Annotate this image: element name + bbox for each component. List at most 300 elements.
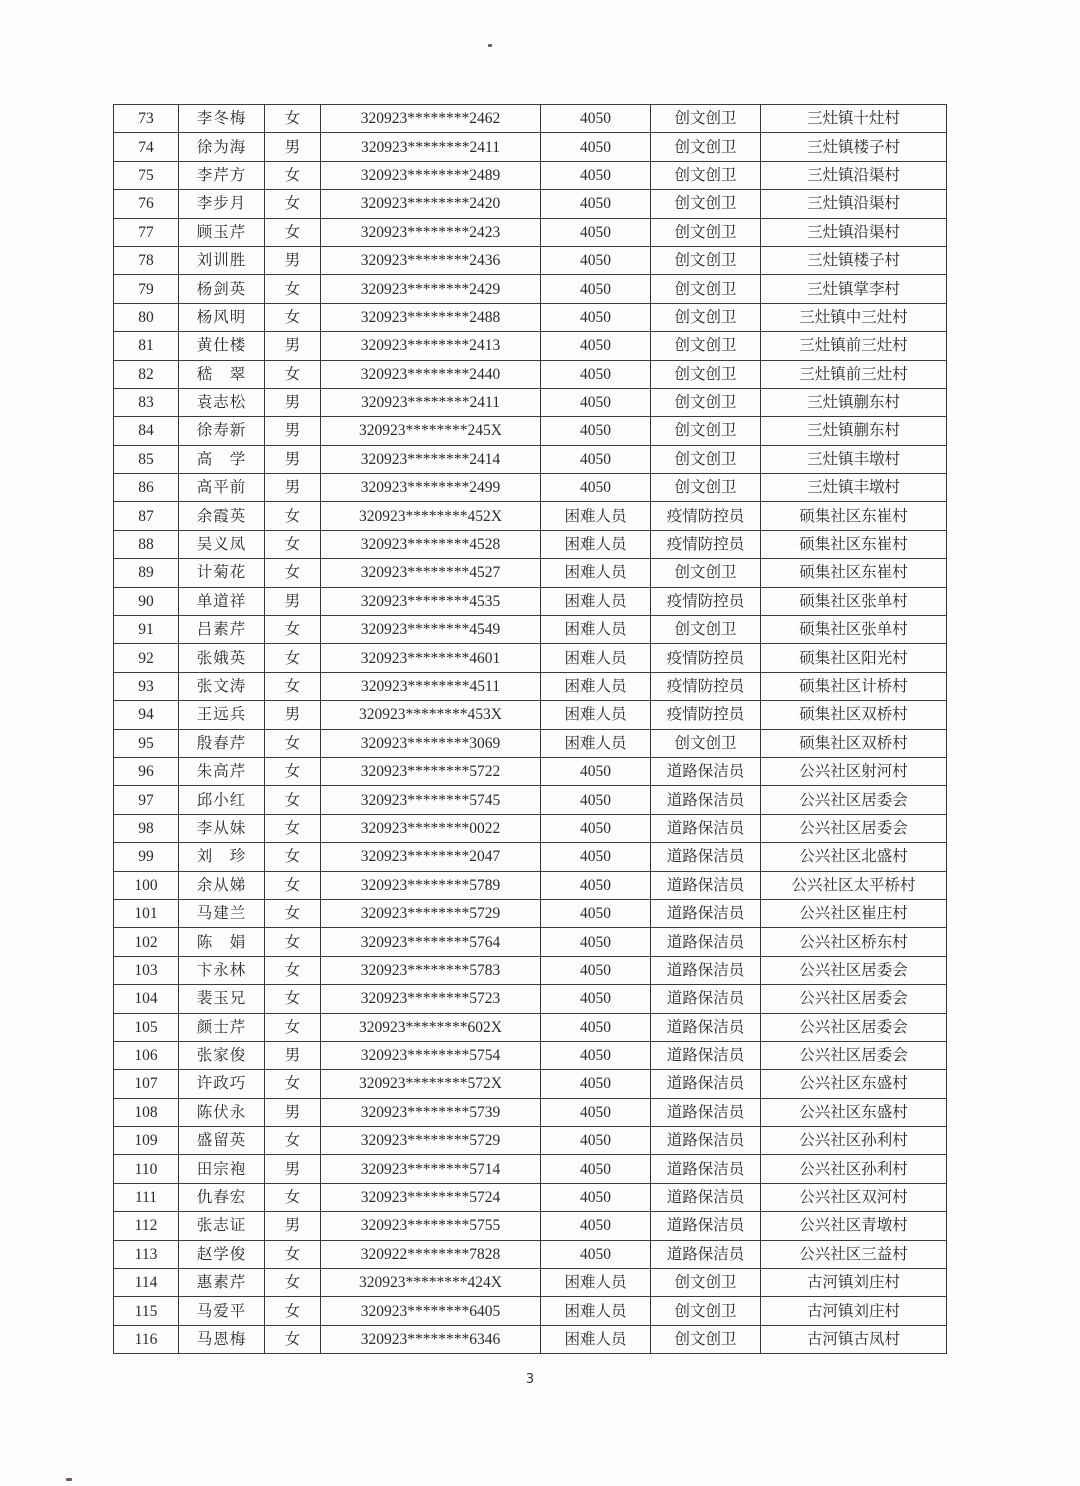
category-cell: 4050 — [541, 218, 651, 246]
name-cell: 张志证 — [179, 1212, 265, 1240]
post-cell: 疫情防控员 — [651, 587, 761, 615]
post-cell: 创文创卫 — [651, 729, 761, 757]
row-number-cell: 75 — [114, 161, 179, 189]
row-number-cell: 113 — [114, 1240, 179, 1268]
village-cell: 三灶镇前三灶村 — [761, 332, 947, 360]
gender-cell: 男 — [265, 587, 321, 615]
category-cell: 4050 — [541, 1070, 651, 1098]
name-cell: 吴义凤 — [179, 530, 265, 558]
category-cell: 4050 — [541, 161, 651, 189]
table-row — [114, 1098, 947, 1126]
village-cell: 公兴社区居委会 — [761, 956, 947, 984]
gender-cell: 女 — [265, 303, 321, 331]
village-cell: 三灶镇蒯东村 — [761, 417, 947, 445]
post-cell: 创文创卫 — [651, 332, 761, 360]
post-cell: 道路保洁员 — [651, 1127, 761, 1155]
gender-cell: 女 — [265, 105, 321, 133]
name-cell: 马爱平 — [179, 1297, 265, 1325]
gender-cell: 女 — [265, 871, 321, 899]
name-cell: 吕素芹 — [179, 616, 265, 644]
name-cell: 马恩梅 — [179, 1325, 265, 1353]
id-number-cell: 320923********5722 — [321, 757, 541, 785]
name-cell: 邱小红 — [179, 786, 265, 814]
table-row — [114, 218, 947, 246]
category-cell: 4050 — [541, 105, 651, 133]
category-cell: 4050 — [541, 814, 651, 842]
name-cell: 余从娣 — [179, 871, 265, 899]
category-cell: 困难人员 — [541, 644, 651, 672]
row-number-cell: 101 — [114, 899, 179, 927]
table-row — [114, 190, 947, 218]
village-cell: 硕集社区东崔村 — [761, 502, 947, 530]
gender-cell: 女 — [265, 190, 321, 218]
category-cell: 4050 — [541, 928, 651, 956]
table-row — [114, 814, 947, 842]
id-number-cell: 320923********6405 — [321, 1297, 541, 1325]
row-number-cell: 74 — [114, 133, 179, 161]
name-cell: 顾玉芹 — [179, 218, 265, 246]
category-cell: 4050 — [541, 275, 651, 303]
id-number-cell: 320923********5729 — [321, 899, 541, 927]
id-number-cell: 320923********424X — [321, 1269, 541, 1297]
gender-cell: 男 — [265, 701, 321, 729]
post-cell: 道路保洁员 — [651, 956, 761, 984]
table-row — [114, 303, 947, 331]
post-cell: 道路保洁员 — [651, 1041, 761, 1069]
gender-cell: 女 — [265, 502, 321, 530]
gender-cell: 女 — [265, 275, 321, 303]
name-cell: 殷春芹 — [179, 729, 265, 757]
gender-cell: 女 — [265, 218, 321, 246]
village-cell: 公兴社区孙利村 — [761, 1155, 947, 1183]
category-cell: 4050 — [541, 360, 651, 388]
post-cell: 创文创卫 — [651, 360, 761, 388]
post-cell: 道路保洁员 — [651, 757, 761, 785]
category-cell: 4050 — [541, 757, 651, 785]
gender-cell: 男 — [265, 474, 321, 502]
post-cell: 道路保洁员 — [651, 1098, 761, 1126]
name-cell: 高 学 — [179, 445, 265, 473]
personnel-table-body — [114, 105, 947, 1354]
gender-cell: 女 — [265, 1269, 321, 1297]
name-cell: 许政巧 — [179, 1070, 265, 1098]
category-cell: 困难人员 — [541, 729, 651, 757]
id-number-cell: 320923********5789 — [321, 871, 541, 899]
table-row — [114, 672, 947, 700]
gender-cell: 女 — [265, 757, 321, 785]
category-cell: 4050 — [541, 899, 651, 927]
category-cell: 困难人员 — [541, 502, 651, 530]
row-number-cell: 115 — [114, 1297, 179, 1325]
name-cell: 高平前 — [179, 474, 265, 502]
post-cell: 道路保洁员 — [651, 1212, 761, 1240]
category-cell: 4050 — [541, 303, 651, 331]
post-cell: 道路保洁员 — [651, 985, 761, 1013]
table-row — [114, 474, 947, 502]
id-number-cell: 320923********2436 — [321, 246, 541, 274]
village-cell: 公兴社区居委会 — [761, 985, 947, 1013]
name-cell: 陈 娟 — [179, 928, 265, 956]
table-row — [114, 587, 947, 615]
category-cell: 困难人员 — [541, 616, 651, 644]
name-cell: 徐寿新 — [179, 417, 265, 445]
row-number-cell: 98 — [114, 814, 179, 842]
row-number-cell: 108 — [114, 1098, 179, 1126]
name-cell: 张娥英 — [179, 644, 265, 672]
village-cell: 公兴社区桥东村 — [761, 928, 947, 956]
row-number-cell: 78 — [114, 246, 179, 274]
page-number: 3 — [525, 1372, 535, 1387]
row-number-cell: 76 — [114, 190, 179, 218]
village-cell: 公兴社区居委会 — [761, 1041, 947, 1069]
post-cell: 道路保洁员 — [651, 786, 761, 814]
post-cell: 疫情防控员 — [651, 644, 761, 672]
id-number-cell: 320923********245X — [321, 417, 541, 445]
row-number-cell: 87 — [114, 502, 179, 530]
category-cell: 4050 — [541, 133, 651, 161]
id-number-cell: 320923********2429 — [321, 275, 541, 303]
table-row — [114, 701, 947, 729]
row-number-cell: 81 — [114, 332, 179, 360]
name-cell: 计菊花 — [179, 559, 265, 587]
village-cell: 古河镇古凤村 — [761, 1325, 947, 1353]
gender-cell: 女 — [265, 786, 321, 814]
post-cell: 创文创卫 — [651, 303, 761, 331]
id-number-cell: 320923********3069 — [321, 729, 541, 757]
gender-cell: 男 — [265, 445, 321, 473]
village-cell: 三灶镇楼子村 — [761, 133, 947, 161]
row-number-cell: 93 — [114, 672, 179, 700]
name-cell: 嵇 翠 — [179, 360, 265, 388]
table-row — [114, 388, 947, 416]
village-cell: 三灶镇丰墩村 — [761, 474, 947, 502]
table-row — [114, 956, 947, 984]
category-cell: 4050 — [541, 474, 651, 502]
table-row — [114, 1155, 947, 1183]
gender-cell: 女 — [265, 530, 321, 558]
table-row — [114, 133, 947, 161]
name-cell: 李冬梅 — [179, 105, 265, 133]
id-number-cell: 320923********6346 — [321, 1325, 541, 1353]
gender-cell: 女 — [265, 1070, 321, 1098]
table-row — [114, 1269, 947, 1297]
post-cell: 道路保洁员 — [651, 928, 761, 956]
post-cell: 道路保洁员 — [651, 1240, 761, 1268]
post-cell: 创文创卫 — [651, 1325, 761, 1353]
table-row — [114, 105, 947, 133]
village-cell: 硕集社区东崔村 — [761, 530, 947, 558]
village-cell: 三灶镇丰墩村 — [761, 445, 947, 473]
post-cell: 疫情防控员 — [651, 701, 761, 729]
table-row — [114, 1070, 947, 1098]
id-number-cell: 320923********4527 — [321, 559, 541, 587]
village-cell: 硕集社区张单村 — [761, 587, 947, 615]
category-cell: 4050 — [541, 246, 651, 274]
village-cell: 硕集社区阳光村 — [761, 644, 947, 672]
category-cell: 困难人员 — [541, 530, 651, 558]
table-row — [114, 1041, 947, 1069]
row-number-cell: 89 — [114, 559, 179, 587]
post-cell: 创文创卫 — [651, 417, 761, 445]
name-cell: 裴玉兄 — [179, 985, 265, 1013]
row-number-cell: 106 — [114, 1041, 179, 1069]
table-row — [114, 1325, 947, 1353]
scan-speck — [488, 44, 492, 47]
category-cell: 4050 — [541, 1098, 651, 1126]
id-number-cell: 320923********5724 — [321, 1183, 541, 1211]
category-cell: 4050 — [541, 871, 651, 899]
gender-cell: 女 — [265, 928, 321, 956]
row-number-cell: 80 — [114, 303, 179, 331]
village-cell: 三灶镇前三灶村 — [761, 360, 947, 388]
post-cell: 创文创卫 — [651, 1269, 761, 1297]
village-cell: 三灶镇十灶村 — [761, 105, 947, 133]
id-number-cell: 320923********2047 — [321, 843, 541, 871]
gender-cell: 男 — [265, 417, 321, 445]
post-cell: 创文创卫 — [651, 445, 761, 473]
table-row — [114, 1297, 947, 1325]
table-row — [114, 786, 947, 814]
id-number-cell: 320923********0022 — [321, 814, 541, 842]
category-cell: 4050 — [541, 956, 651, 984]
category-cell: 4050 — [541, 1212, 651, 1240]
table-row — [114, 757, 947, 785]
id-number-cell: 320923********2414 — [321, 445, 541, 473]
village-cell: 公兴社区射河村 — [761, 757, 947, 785]
village-cell: 硕集社区双桥村 — [761, 729, 947, 757]
table-row — [114, 1183, 947, 1211]
name-cell: 赵学俊 — [179, 1240, 265, 1268]
name-cell: 余霞英 — [179, 502, 265, 530]
village-cell: 硕集社区东崔村 — [761, 559, 947, 587]
gender-cell: 男 — [265, 1041, 321, 1069]
row-number-cell: 103 — [114, 956, 179, 984]
id-number-cell: 320923********4511 — [321, 672, 541, 700]
village-cell: 三灶镇掌李村 — [761, 275, 947, 303]
id-number-cell: 320923********2440 — [321, 360, 541, 388]
name-cell: 仇春宏 — [179, 1183, 265, 1211]
table-row — [114, 360, 947, 388]
village-cell: 硕集社区双桥村 — [761, 701, 947, 729]
name-cell: 李芹方 — [179, 161, 265, 189]
gender-cell: 女 — [265, 1183, 321, 1211]
name-cell: 黄仕楼 — [179, 332, 265, 360]
table-row — [114, 1013, 947, 1041]
table-row — [114, 559, 947, 587]
post-cell: 疫情防控员 — [651, 502, 761, 530]
table-row — [114, 445, 947, 473]
village-cell: 三灶镇沿渠村 — [761, 190, 947, 218]
name-cell: 袁志松 — [179, 388, 265, 416]
gender-cell: 女 — [265, 644, 321, 672]
post-cell: 道路保洁员 — [651, 1155, 761, 1183]
post-cell: 道路保洁员 — [651, 814, 761, 842]
village-cell: 三灶镇楼子村 — [761, 246, 947, 274]
row-number-cell: 79 — [114, 275, 179, 303]
gender-cell: 女 — [265, 559, 321, 587]
post-cell: 创文创卫 — [651, 559, 761, 587]
category-cell: 4050 — [541, 1013, 651, 1041]
gender-cell: 男 — [265, 1212, 321, 1240]
row-number-cell: 91 — [114, 616, 179, 644]
id-number-cell: 320923********4528 — [321, 530, 541, 558]
gender-cell: 女 — [265, 814, 321, 842]
gender-cell: 女 — [265, 616, 321, 644]
row-number-cell: 96 — [114, 757, 179, 785]
id-number-cell: 320923********5764 — [321, 928, 541, 956]
id-number-cell: 320923********5755 — [321, 1212, 541, 1240]
post-cell: 疫情防控员 — [651, 672, 761, 700]
post-cell: 道路保洁员 — [651, 899, 761, 927]
village-cell: 三灶镇中三灶村 — [761, 303, 947, 331]
id-number-cell: 320923********2462 — [321, 105, 541, 133]
row-number-cell: 83 — [114, 388, 179, 416]
row-number-cell: 109 — [114, 1127, 179, 1155]
row-number-cell: 102 — [114, 928, 179, 956]
id-number-cell: 320923********5714 — [321, 1155, 541, 1183]
row-number-cell: 84 — [114, 417, 179, 445]
name-cell: 田宗袍 — [179, 1155, 265, 1183]
gender-cell: 男 — [265, 133, 321, 161]
village-cell: 公兴社区三益村 — [761, 1240, 947, 1268]
category-cell: 4050 — [541, 1183, 651, 1211]
post-cell: 创文创卫 — [651, 133, 761, 161]
name-cell: 徐为海 — [179, 133, 265, 161]
village-cell: 硕集社区张单村 — [761, 616, 947, 644]
id-number-cell: 320923********452X — [321, 502, 541, 530]
village-cell: 公兴社区东盛村 — [761, 1098, 947, 1126]
category-cell: 4050 — [541, 332, 651, 360]
table-row — [114, 530, 947, 558]
name-cell: 马建兰 — [179, 899, 265, 927]
category-cell: 困难人员 — [541, 587, 651, 615]
category-cell: 4050 — [541, 388, 651, 416]
name-cell: 张文涛 — [179, 672, 265, 700]
gender-cell: 女 — [265, 1325, 321, 1353]
gender-cell: 女 — [265, 729, 321, 757]
row-number-cell: 97 — [114, 786, 179, 814]
gender-cell: 女 — [265, 360, 321, 388]
gender-cell: 女 — [265, 1013, 321, 1041]
gender-cell: 女 — [265, 161, 321, 189]
row-number-cell: 95 — [114, 729, 179, 757]
table-row — [114, 729, 947, 757]
village-cell: 三灶镇蒯东村 — [761, 388, 947, 416]
gender-cell: 女 — [265, 956, 321, 984]
id-number-cell: 320923********5739 — [321, 1098, 541, 1126]
name-cell: 杨风明 — [179, 303, 265, 331]
village-cell: 公兴社区居委会 — [761, 786, 947, 814]
category-cell: 困难人员 — [541, 559, 651, 587]
post-cell: 疫情防控员 — [651, 530, 761, 558]
category-cell: 4050 — [541, 190, 651, 218]
post-cell: 创文创卫 — [651, 1297, 761, 1325]
gender-cell: 女 — [265, 985, 321, 1013]
row-number-cell: 82 — [114, 360, 179, 388]
category-cell: 4050 — [541, 417, 651, 445]
name-cell: 朱高芹 — [179, 757, 265, 785]
id-number-cell: 320923********5745 — [321, 786, 541, 814]
gender-cell: 女 — [265, 1240, 321, 1268]
id-number-cell: 320923********5783 — [321, 956, 541, 984]
row-number-cell: 104 — [114, 985, 179, 1013]
id-number-cell: 320923********2499 — [321, 474, 541, 502]
table-row — [114, 246, 947, 274]
gender-cell: 男 — [265, 1155, 321, 1183]
row-number-cell: 110 — [114, 1155, 179, 1183]
table-row — [114, 332, 947, 360]
village-cell: 硕集社区计桥村 — [761, 672, 947, 700]
village-cell: 公兴社区北盛村 — [761, 843, 947, 871]
id-number-cell: 320923********2411 — [321, 388, 541, 416]
id-number-cell: 320923********572X — [321, 1070, 541, 1098]
post-cell: 创文创卫 — [651, 190, 761, 218]
category-cell: 4050 — [541, 1041, 651, 1069]
table-row — [114, 1240, 947, 1268]
name-cell: 陈伏永 — [179, 1098, 265, 1126]
id-number-cell: 320923********4601 — [321, 644, 541, 672]
row-number-cell: 86 — [114, 474, 179, 502]
post-cell: 创文创卫 — [651, 616, 761, 644]
row-number-cell: 111 — [114, 1183, 179, 1211]
row-number-cell: 77 — [114, 218, 179, 246]
gender-cell: 女 — [265, 1127, 321, 1155]
category-cell: 4050 — [541, 445, 651, 473]
village-cell: 公兴社区居委会 — [761, 814, 947, 842]
row-number-cell: 90 — [114, 587, 179, 615]
gender-cell: 女 — [265, 899, 321, 927]
category-cell: 4050 — [541, 985, 651, 1013]
category-cell: 4050 — [541, 786, 651, 814]
gender-cell: 女 — [265, 672, 321, 700]
row-number-cell: 100 — [114, 871, 179, 899]
id-number-cell: 320923********4549 — [321, 616, 541, 644]
category-cell: 困难人员 — [541, 1269, 651, 1297]
village-cell: 公兴社区孙利村 — [761, 1127, 947, 1155]
post-cell: 道路保洁员 — [651, 1013, 761, 1041]
row-number-cell: 92 — [114, 644, 179, 672]
category-cell: 4050 — [541, 843, 651, 871]
name-cell: 李从妹 — [179, 814, 265, 842]
gender-cell: 女 — [265, 843, 321, 871]
table-row — [114, 1212, 947, 1240]
category-cell: 4050 — [541, 1240, 651, 1268]
table-row — [114, 899, 947, 927]
id-number-cell: 320923********5729 — [321, 1127, 541, 1155]
name-cell: 张家俊 — [179, 1041, 265, 1069]
table-row — [114, 275, 947, 303]
name-cell: 刘训胜 — [179, 246, 265, 274]
post-cell: 道路保洁员 — [651, 1070, 761, 1098]
table-row — [114, 843, 947, 871]
category-cell: 困难人员 — [541, 672, 651, 700]
village-cell: 三灶镇沿渠村 — [761, 161, 947, 189]
table-row — [114, 502, 947, 530]
row-number-cell: 107 — [114, 1070, 179, 1098]
gender-cell: 男 — [265, 332, 321, 360]
id-number-cell: 320923********453X — [321, 701, 541, 729]
post-cell: 创文创卫 — [651, 474, 761, 502]
row-number-cell: 105 — [114, 1013, 179, 1041]
gender-cell: 男 — [265, 388, 321, 416]
id-number-cell: 320923********5723 — [321, 985, 541, 1013]
category-cell: 4050 — [541, 1127, 651, 1155]
gender-cell: 男 — [265, 246, 321, 274]
village-cell: 古河镇刘庄村 — [761, 1297, 947, 1325]
name-cell: 卞永林 — [179, 956, 265, 984]
row-number-cell: 116 — [114, 1325, 179, 1353]
id-number-cell: 320923********2489 — [321, 161, 541, 189]
